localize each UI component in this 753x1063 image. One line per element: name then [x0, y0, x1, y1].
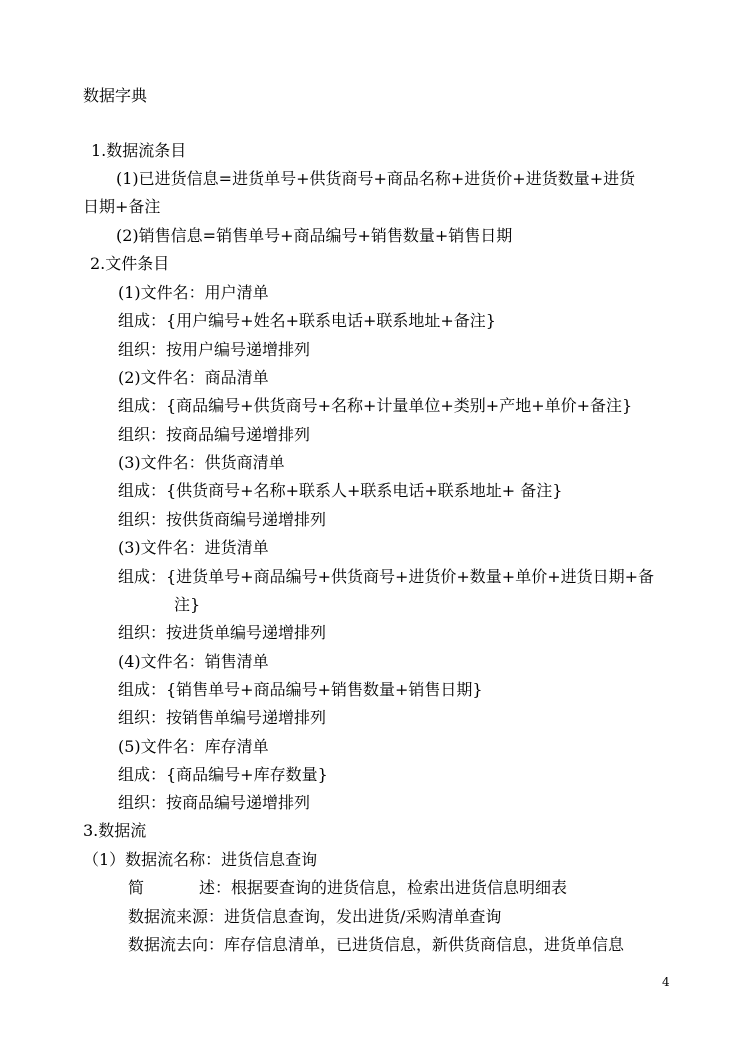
file-6-organization: 组织：按商品编号递增排列	[118, 793, 311, 812]
data-flow-1-source: 数据流来源：进货信息查询，发出进货/采购清单查询	[128, 907, 502, 926]
data-flow-1-description: 根据要查询的进货信息，检索出进货信息明细表	[231, 878, 568, 897]
file-3-composition: 组成：{供货商号+名称+联系人+联系电话+联系地址+ 备注}	[118, 481, 563, 500]
file-6-name: (5)文件名：库存清单	[118, 737, 269, 756]
file-2-composition: 组成：{商品编号+供货商号+名称+计量单位+类别+产地+单价+备注}	[118, 396, 633, 415]
file-6-composition: 组成：{商品编号+库存数量}	[118, 765, 328, 784]
file-4-composition-line2: 注}	[174, 595, 201, 614]
data-flow-item-1-line1: (1)已进货信息=进货单号+供货商号+商品名称+进货价+进货数量+进货	[116, 169, 636, 188]
file-4-composition-line1: 组成：{进货单号+商品编号+供货商号+进货价+数量+单价+进货日期+备	[118, 567, 655, 586]
data-flow-1-desc-label: 简	[128, 878, 145, 897]
file-1-name: (1)文件名：用户清单	[118, 283, 269, 302]
file-4-organization: 组织：按进货单编号递增排列	[118, 623, 327, 642]
doc-title: 数据字典	[83, 86, 148, 105]
file-3-organization: 组织：按供货商编号递增排列	[118, 510, 327, 529]
file-4-name: (3)文件名：进货清单	[118, 538, 269, 557]
page-number: 4	[662, 975, 670, 989]
file-1-composition: 组成：{用户编号+姓名+联系电话+联系地址+备注}	[118, 311, 496, 330]
data-flow-1-destination: 数据流去向：库存信息清单，已进货信息，新供货商信息，进货单信息	[128, 935, 625, 954]
file-1-organization: 组织：按用户编号递增排列	[118, 340, 311, 359]
data-flow-1-name: （1）数据流名称：进货信息查询	[83, 850, 318, 869]
file-5-name: (4)文件名：销售清单	[118, 652, 269, 671]
section-heading-data-flow-items: 1.数据流条目	[91, 141, 187, 160]
file-2-organization: 组织：按商品编号递增排列	[118, 425, 311, 444]
section-heading-data-flow: 3.数据流	[83, 821, 147, 840]
data-flow-item-2: (2)销售信息=销售单号+商品编号+销售数量+销售日期	[116, 226, 513, 245]
file-3-name: (3)文件名：供货商清单	[118, 453, 285, 472]
section-heading-file-items: 2.文件条目	[90, 254, 170, 273]
file-5-organization: 组织：按销售单编号递增排列	[118, 708, 327, 727]
data-flow-item-1-line2: 日期+备注	[83, 197, 161, 216]
file-5-composition: 组成：{销售单号+商品编号+销售数量+销售日期}	[118, 680, 483, 699]
data-flow-1-desc-label-tail: 述：	[199, 878, 232, 897]
file-2-name: (2)文件名：商品清单	[118, 368, 269, 387]
